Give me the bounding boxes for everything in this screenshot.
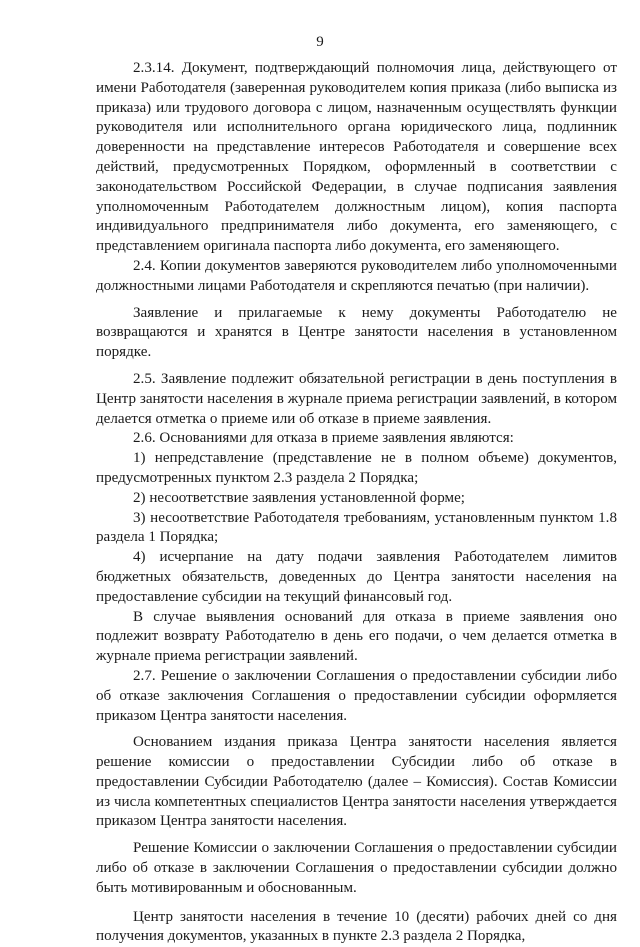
paragraph-employment-center-term: Центр занятости населения в течение 10 (десяти) рабочих дней со дня получения документов, указанных в пункте 2.3 раздела 2 Порядка, [96,908,617,945]
paragraph-2-3-14: 2.3.14. Документ, подтверждающий полномочия лица, действующего от имени Работодателя (заверенная руководителем копия приказа (либо выписка из приказа) или трудового договора с лицом, назначенным осуществлять функции руководителя или исполнительного органа юридического лица, подлинник доверенности на представление интересов Работодателя и совершение всех действий, предусмотренных Порядком, оформленный в соответствии с законодательством Российской Федерации, в случае подписания заявления уполномоченным Работодателем должностным лицом), копия паспорта индивидуального предпринимателя либо документа, его заменяющего, с представлением оригинала паспорта либо документа, его заменяющего. [96,60,617,255]
list-item-3: 3) несоответствие Работодателя требованиям, установленным пунктом 1.8 раздела 1 Порядка; [96,509,617,546]
list-item-1: 1) непредставление (представление не в полном объеме) документов, предусмотренных пунктом 2.3 раздела 2 Порядка; [96,450,617,486]
paragraph-commission-basis: Основанием издания приказа Центра занятости населения является решение комиссии о предоставлении Субсидии либо об отказе в предоставлении Субсидии Работодателю (далее – Комиссия). Состав Комиссии из числа компетентных специалистов Центра занятости населения утверждается приказом Центра занятости населения. [96,734,617,830]
paragraph-2-6: 2.6. Основаниями для отказа в приеме заявления являются: [133,430,514,447]
paragraph-refusal-return: В случае выявления оснований для отказа в приеме заявления оно подлежит возврату Работодателю в день его подачи, о чем делается отметка в журнале приема регистрации заявлений. [96,608,617,665]
list-item-2: 2) несоответствие заявления установленной форме; [133,489,465,506]
paragraph-2-7: 2.7. Решение о заключении Соглашения о предоставлении субсидии либо об отказе заключения Соглашения о предоставлении субсидии оформляется приказом Центра занятости населения. [96,667,617,724]
document-body [96,59,617,947]
paragraph-2-5: 2.5. Заявление подлежит обязательной регистрации в день поступления в Центр занятости населения в журнале приема регистрации заявлений, в котором делается отметка о приеме или об отказе в приеме заявления. [96,370,617,427]
paragraph-documents-not-returned: Заявление и прилагаемые к нему документы Работодателю не возвращаются и хранятся в Центре занятости населения в установленном порядке. [96,304,617,361]
paragraph-commission-decision: Решение Комиссии о заключении Соглашения о предоставлении субсидии либо об отказе в заключении Соглашения о предоставлении субсидии должно быть мотивированным и обоснованным. [96,840,617,896]
list-item-4: 4) исчерпание на дату подачи заявления Работодателем лимитов бюджетных обязательств, доведенных до Центра занятости населения на предоставление субсидии на текущий финансовый год. [96,549,617,605]
paragraph-2-4: 2.4. Копии документов заверяются руководителем либо уполномоченными должностными лицами Работодателя и скрепляются печатью (при наличии). [96,257,617,294]
page-number: 9 [316,34,324,50]
